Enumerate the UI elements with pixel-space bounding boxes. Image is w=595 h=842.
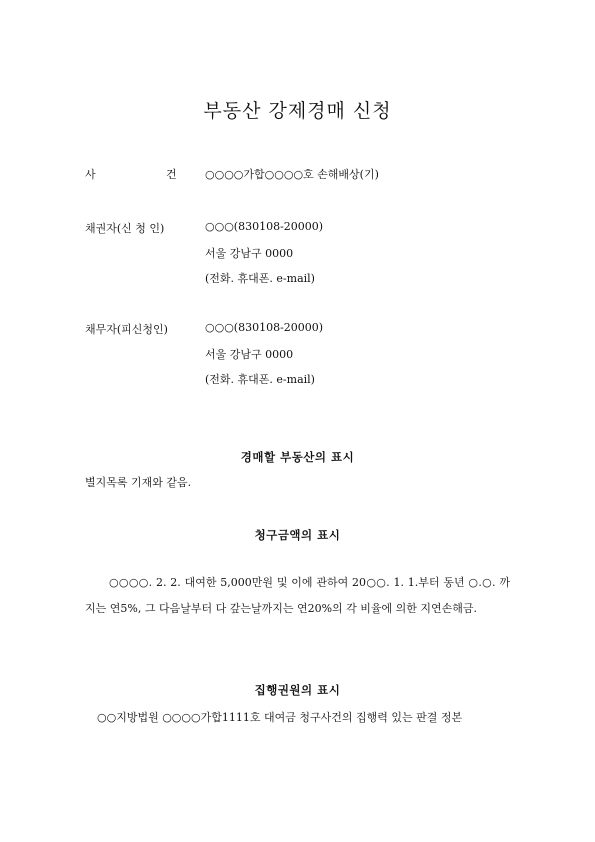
debtor-contact: (전화. 휴대폰. e-mail) (205, 373, 315, 386)
creditor-contact: (전화. 휴대폰. e-mail) (205, 272, 315, 285)
creditor-address: 서울 강남구 0000 (205, 247, 294, 260)
debtor-label: 채무자(피신청인) (85, 323, 168, 336)
debtor-name: ○○○(830108-20000) (205, 321, 324, 334)
case-label-first-char: 사 (85, 168, 96, 181)
property-text: 별지목록 기재와 같음. (85, 476, 192, 489)
document-title: 부동산 강제경매 신청 (203, 100, 392, 122)
case-number: ○○○○가합○○○○호 손해배상(기) (205, 168, 379, 181)
enforcement-title-heading: 집행권원의 표시 (254, 683, 341, 697)
creditor-label: 채권자(신 청 인) (85, 222, 165, 235)
enforcement-title-text: ○○지방법원 ○○○○가합1111호 대여금 청구사건의 집행력 있는 판결 정본 (97, 711, 463, 724)
creditor-name: ○○○(830108-20000) (205, 220, 324, 233)
debtor-address: 서울 강남구 0000 (205, 348, 294, 361)
claim-text: ○○○○. 2. 2. 대여한 5,000만원 및 이에 관하여 20○○. 1. 1.부터 동년 ○.○. 까지는 연5%, 그 다음날부터 다 갚는날까지는 연20%의 각 비율에 의한 지연손해금. (85, 576, 510, 615)
case-label-last-char: 건 (166, 168, 177, 181)
property-heading: 경매할 부동산의 표시 (240, 450, 355, 464)
claim-heading: 청구금액의 표시 (254, 528, 341, 542)
